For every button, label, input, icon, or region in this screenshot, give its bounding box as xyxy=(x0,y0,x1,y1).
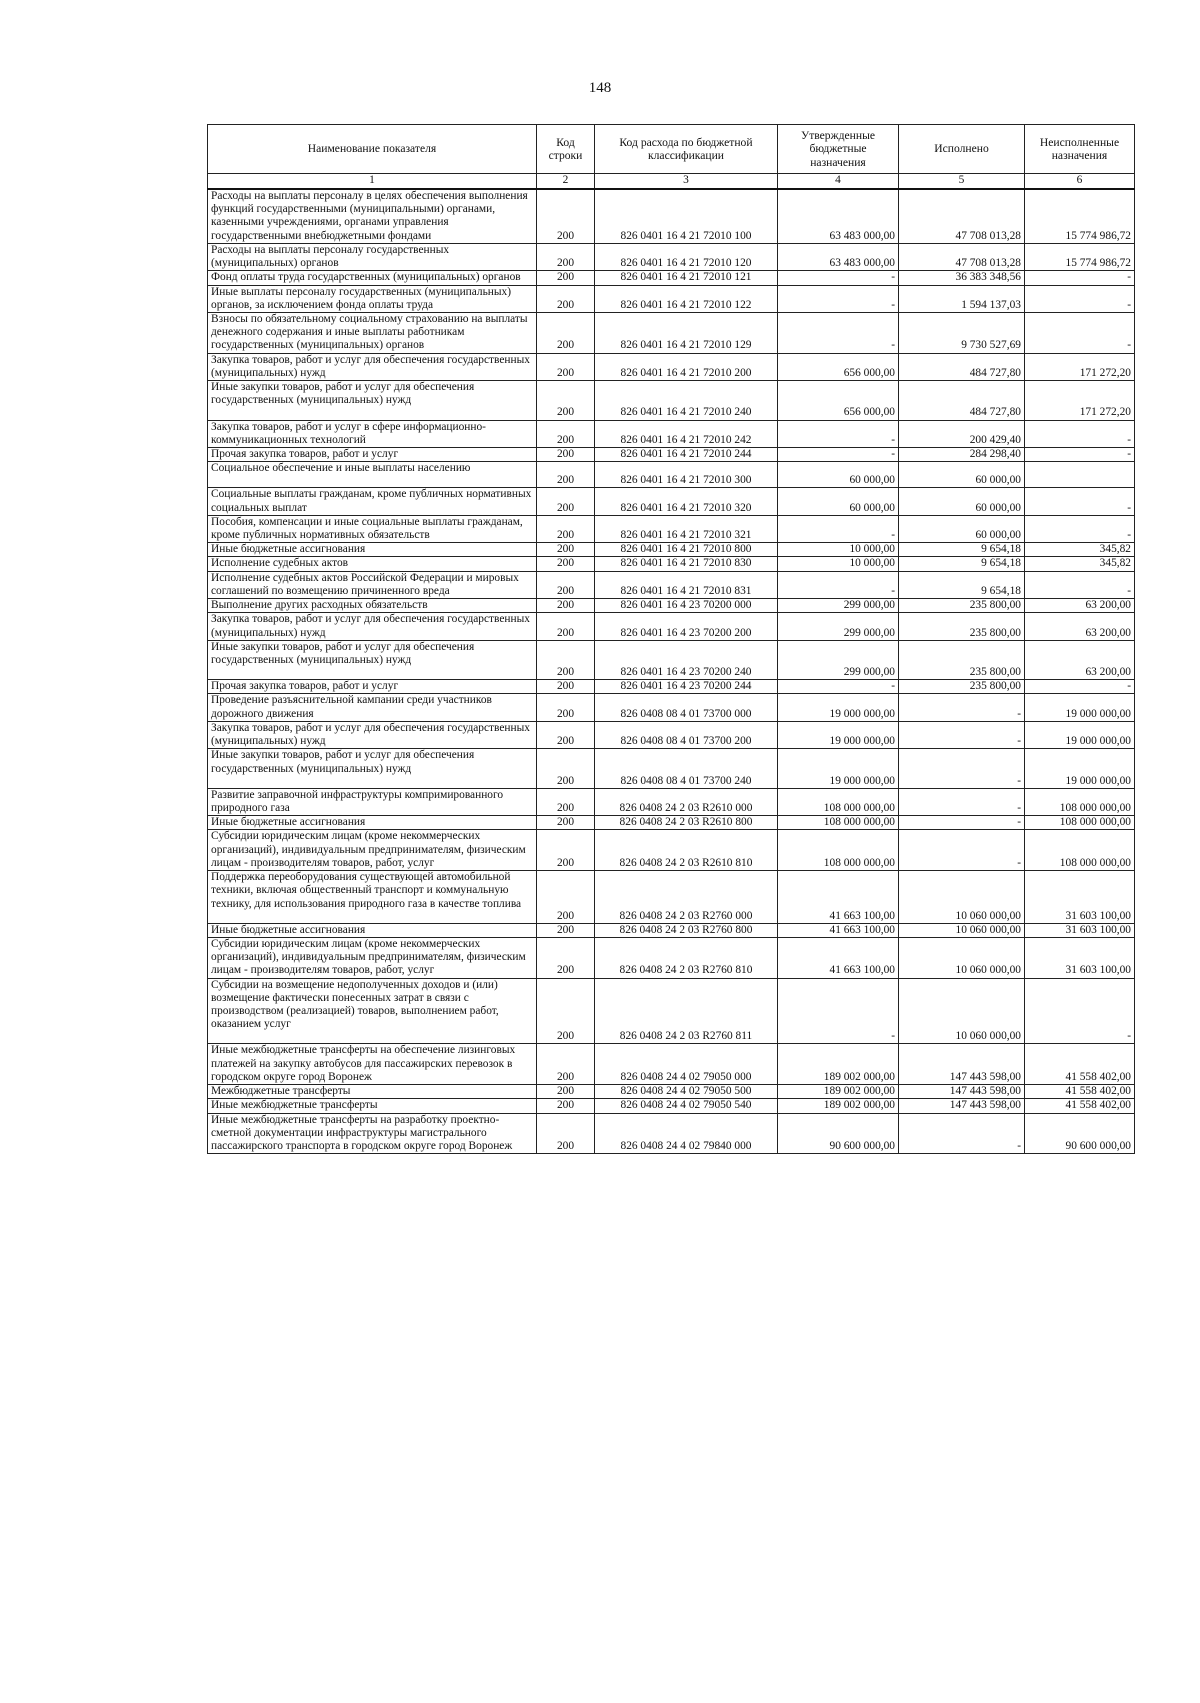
table-row xyxy=(208,816,1135,830)
row-unexecuted-amount: 63 200,00 xyxy=(1025,640,1135,679)
table-body xyxy=(208,189,1135,1154)
row-unexecuted-amount: 15 774 986,72 xyxy=(1025,243,1135,270)
row-approved-amount: 41 663 100,00 xyxy=(778,871,899,924)
row-approved-amount: - xyxy=(778,285,899,312)
row-name: Иные закупки товаров, работ и услуг для обеспечения государственных (муниципальных) нужд xyxy=(208,640,537,679)
row-unexecuted-amount: 345,82 xyxy=(1025,557,1135,571)
row-name: Иные закупки товаров, работ и услуг для обеспечения государственных (муниципальных) нужд xyxy=(208,749,537,788)
row-executed-amount: - xyxy=(899,721,1025,748)
row-budget-code: 826 0401 16 4 21 72010 831 xyxy=(595,571,778,598)
column-number-row xyxy=(208,174,1135,190)
row-name: Прочая закупка товаров, работ и услуг xyxy=(208,680,537,694)
row-line-code: 200 xyxy=(537,680,595,694)
table-row xyxy=(208,243,1135,270)
row-executed-amount: 235 800,00 xyxy=(899,613,1025,640)
row-name: Фонд оплаты труда государственных (муниципальных) органов xyxy=(208,271,537,285)
row-name: Субсидии юридическим лицам (кроме некоммерческих организаций), индивидуальным предпринимателям, физическим лицам - производителям товаров, работ, услуг xyxy=(208,830,537,871)
row-name: Поддержка переоборудования существующей автомобильной техники, включая общественный транспорт и коммунальную технику, для использования природного газа в качестве топлива xyxy=(208,871,537,924)
row-approved-amount: 19 000 000,00 xyxy=(778,694,899,721)
row-approved-amount: - xyxy=(778,447,899,461)
row-executed-amount: 235 800,00 xyxy=(899,680,1025,694)
row-approved-amount: - xyxy=(778,571,899,598)
row-approved-amount: 299 000,00 xyxy=(778,599,899,613)
row-unexecuted-amount: 63 200,00 xyxy=(1025,613,1135,640)
table-row xyxy=(208,515,1135,542)
row-executed-amount: 9 654,18 xyxy=(899,543,1025,557)
row-unexecuted-amount: - xyxy=(1025,447,1135,461)
row-budget-code: 826 0401 16 4 21 72010 100 xyxy=(595,189,778,243)
row-name: Межбюджетные трансферты xyxy=(208,1085,537,1099)
table-row xyxy=(208,599,1135,613)
row-name: Иные бюджетные ассигнования xyxy=(208,923,537,937)
row-budget-code: 826 0401 16 4 21 72010 800 xyxy=(595,543,778,557)
row-name: Развитие заправочной инфраструктуры компримированного природного газа xyxy=(208,788,537,815)
row-unexecuted-amount: - xyxy=(1025,271,1135,285)
column-number: 6 xyxy=(1025,174,1135,190)
row-approved-amount: 108 000 000,00 xyxy=(778,830,899,871)
row-name: Выполнение других расходных обязательств xyxy=(208,599,537,613)
column-number: 3 xyxy=(595,174,778,190)
row-line-code: 200 xyxy=(537,788,595,815)
row-unexecuted-amount: 108 000 000,00 xyxy=(1025,788,1135,815)
row-approved-amount: 108 000 000,00 xyxy=(778,816,899,830)
table-row xyxy=(208,571,1135,598)
row-approved-amount: 656 000,00 xyxy=(778,353,899,380)
row-line-code: 200 xyxy=(537,721,595,748)
row-name: Исполнение судебных актов xyxy=(208,557,537,571)
row-line-code: 200 xyxy=(537,543,595,557)
row-name: Иные межбюджетные трансферты на разработку проектно-сметной документации инфраструктуры магистрального пассажирского транспорта в городском округе город Воронеж xyxy=(208,1113,537,1154)
row-unexecuted-amount: 171 272,20 xyxy=(1025,381,1135,420)
row-budget-code: 826 0401 16 4 21 72010 200 xyxy=(595,353,778,380)
row-executed-amount: - xyxy=(899,788,1025,815)
row-line-code: 200 xyxy=(537,462,595,488)
row-budget-code: 826 0408 24 4 02 79050 500 xyxy=(595,1085,778,1099)
row-budget-code: 826 0401 16 4 23 70200 000 xyxy=(595,599,778,613)
row-executed-amount: 9 654,18 xyxy=(899,571,1025,598)
table-row xyxy=(208,353,1135,380)
row-name: Иные бюджетные ассигнования xyxy=(208,543,537,557)
row-budget-code: 826 0401 16 4 21 72010 320 xyxy=(595,488,778,515)
row-line-code: 200 xyxy=(537,1113,595,1154)
table-row xyxy=(208,640,1135,679)
row-approved-amount: 90 600 000,00 xyxy=(778,1113,899,1154)
row-unexecuted-amount: 19 000 000,00 xyxy=(1025,694,1135,721)
row-line-code: 200 xyxy=(537,312,595,353)
row-unexecuted-amount: 15 774 986,72 xyxy=(1025,189,1135,243)
row-unexecuted-amount: - xyxy=(1025,488,1135,515)
row-line-code: 200 xyxy=(537,285,595,312)
row-name: Иные бюджетные ассигнования xyxy=(208,816,537,830)
budget-execution-table xyxy=(207,124,1135,1154)
row-unexecuted-amount xyxy=(1025,462,1135,488)
table-row xyxy=(208,557,1135,571)
row-budget-code: 826 0408 08 4 01 73700 240 xyxy=(595,749,778,788)
row-unexecuted-amount: 345,82 xyxy=(1025,543,1135,557)
row-budget-code: 826 0401 16 4 21 72010 122 xyxy=(595,285,778,312)
row-executed-amount: - xyxy=(899,816,1025,830)
row-name: Исполнение судебных актов Российской Федерации и мировых соглашений по возмещению причиненного вреда xyxy=(208,571,537,598)
row-name: Иные межбюджетные трансферты xyxy=(208,1099,537,1113)
row-budget-code: 826 0408 24 2 03 R2760 800 xyxy=(595,923,778,937)
row-budget-code: 826 0401 16 4 23 70200 240 xyxy=(595,640,778,679)
table-row xyxy=(208,543,1135,557)
row-line-code: 200 xyxy=(537,1099,595,1113)
row-line-code: 200 xyxy=(537,381,595,420)
row-approved-amount: 19 000 000,00 xyxy=(778,749,899,788)
row-name: Расходы на выплаты персоналу в целях обеспечения выполнения функций государственными (муниципальными) органами, казенными учреждениями, органами управления государственными внебюджетными фондами xyxy=(208,189,537,243)
row-executed-amount: 1 594 137,03 xyxy=(899,285,1025,312)
row-approved-amount: 189 002 000,00 xyxy=(778,1099,899,1113)
page-number: 148 xyxy=(588,80,612,96)
row-executed-amount: 235 800,00 xyxy=(899,640,1025,679)
row-name: Закупка товаров, работ и услуг для обеспечения государственных (муниципальных) нужд xyxy=(208,721,537,748)
row-line-code: 200 xyxy=(537,1085,595,1099)
row-approved-amount: - xyxy=(778,271,899,285)
row-budget-code: 826 0408 24 4 02 79050 540 xyxy=(595,1099,778,1113)
row-line-code: 200 xyxy=(537,189,595,243)
row-budget-code: 826 0401 16 4 21 72010 300 xyxy=(595,462,778,488)
header-row xyxy=(208,125,1135,174)
row-unexecuted-amount: 90 600 000,00 xyxy=(1025,1113,1135,1154)
header-unexecuted: Неисполненные назначения xyxy=(1025,125,1135,174)
row-budget-code: 826 0401 16 4 21 72010 240 xyxy=(595,381,778,420)
row-budget-code: 826 0401 16 4 21 72010 830 xyxy=(595,557,778,571)
row-line-code: 200 xyxy=(537,243,595,270)
row-unexecuted-amount: 41 558 402,00 xyxy=(1025,1085,1135,1099)
table-row xyxy=(208,312,1135,353)
row-budget-code: 826 0401 16 4 21 72010 244 xyxy=(595,447,778,461)
row-executed-amount: 10 060 000,00 xyxy=(899,937,1025,978)
row-line-code: 200 xyxy=(537,871,595,924)
row-executed-amount: 484 727,80 xyxy=(899,381,1025,420)
table-row xyxy=(208,1099,1135,1113)
row-unexecuted-amount: - xyxy=(1025,978,1135,1044)
row-unexecuted-amount: - xyxy=(1025,312,1135,353)
row-executed-amount: 47 708 013,28 xyxy=(899,189,1025,243)
row-approved-amount: 63 483 000,00 xyxy=(778,189,899,243)
row-executed-amount: 47 708 013,28 xyxy=(899,243,1025,270)
row-executed-amount: 200 429,40 xyxy=(899,420,1025,447)
row-name: Субсидии на возмещение недополученных доходов и (или) возмещение фактически понесенных затрат в связи с производством (реализацией) товаров, выполнением работ, оказанием услуг xyxy=(208,978,537,1044)
row-budget-code: 826 0401 16 4 21 72010 121 xyxy=(595,271,778,285)
row-budget-code: 826 0408 24 2 03 R2610 000 xyxy=(595,788,778,815)
table-row xyxy=(208,749,1135,788)
table-row xyxy=(208,420,1135,447)
row-executed-amount: 10 060 000,00 xyxy=(899,923,1025,937)
table-row xyxy=(208,923,1135,937)
row-line-code: 200 xyxy=(537,599,595,613)
row-approved-amount: 10 000,00 xyxy=(778,557,899,571)
row-approved-amount: 60 000,00 xyxy=(778,462,899,488)
row-unexecuted-amount: 108 000 000,00 xyxy=(1025,830,1135,871)
row-name: Иные межбюджетные трансферты на обеспечение лизинговых платежей на закупку автобусов для пассажирских перевозок в городском округе город Воронеж xyxy=(208,1044,537,1085)
row-executed-amount: 9 730 527,69 xyxy=(899,312,1025,353)
header-indicator-name: Наименование показателя xyxy=(208,125,537,174)
row-unexecuted-amount: 41 558 402,00 xyxy=(1025,1044,1135,1085)
table-row xyxy=(208,871,1135,924)
row-executed-amount: 484 727,80 xyxy=(899,353,1025,380)
row-budget-code: 826 0408 24 2 03 R2610 800 xyxy=(595,816,778,830)
column-number: 4 xyxy=(778,174,899,190)
row-line-code: 200 xyxy=(537,613,595,640)
row-executed-amount: - xyxy=(899,830,1025,871)
row-line-code: 200 xyxy=(537,694,595,721)
row-budget-code: 826 0401 16 4 21 72010 321 xyxy=(595,515,778,542)
row-unexecuted-amount: 171 272,20 xyxy=(1025,353,1135,380)
row-approved-amount: 19 000 000,00 xyxy=(778,721,899,748)
row-unexecuted-amount: - xyxy=(1025,285,1135,312)
row-approved-amount: 41 663 100,00 xyxy=(778,923,899,937)
row-name: Социальные выплаты гражданам, кроме публичных нормативных социальных выплат xyxy=(208,488,537,515)
row-name: Расходы на выплаты персоналу государственных (муниципальных) органов xyxy=(208,243,537,270)
row-unexecuted-amount: 19 000 000,00 xyxy=(1025,749,1135,788)
row-name: Субсидии юридическим лицам (кроме некоммерческих организаций), индивидуальным предпринимателям, физическим лицам - производителям товаров, работ, услуг xyxy=(208,937,537,978)
row-line-code: 200 xyxy=(537,515,595,542)
row-budget-code: 826 0401 16 4 21 72010 129 xyxy=(595,312,778,353)
row-approved-amount: 656 000,00 xyxy=(778,381,899,420)
row-approved-amount: - xyxy=(778,420,899,447)
table-row xyxy=(208,285,1135,312)
row-line-code: 200 xyxy=(537,1044,595,1085)
table-row xyxy=(208,271,1135,285)
row-line-code: 200 xyxy=(537,978,595,1044)
row-line-code: 200 xyxy=(537,420,595,447)
row-budget-code: 826 0408 08 4 01 73700 200 xyxy=(595,721,778,748)
row-line-code: 200 xyxy=(537,571,595,598)
row-line-code: 200 xyxy=(537,923,595,937)
row-line-code: 200 xyxy=(537,830,595,871)
row-approved-amount: - xyxy=(778,978,899,1044)
row-approved-amount: 41 663 100,00 xyxy=(778,937,899,978)
row-line-code: 200 xyxy=(537,749,595,788)
row-line-code: 200 xyxy=(537,640,595,679)
table-row xyxy=(208,721,1135,748)
row-executed-amount: 10 060 000,00 xyxy=(899,978,1025,1044)
row-budget-code: 826 0408 08 4 01 73700 000 xyxy=(595,694,778,721)
row-budget-code: 826 0408 24 4 02 79840 000 xyxy=(595,1113,778,1154)
table-row xyxy=(208,978,1135,1044)
table-row xyxy=(208,613,1135,640)
table-row xyxy=(208,830,1135,871)
row-budget-code: 826 0401 16 4 23 70200 200 xyxy=(595,613,778,640)
column-number: 1 xyxy=(208,174,537,190)
row-approved-amount: 189 002 000,00 xyxy=(778,1044,899,1085)
row-executed-amount: 147 443 598,00 xyxy=(899,1044,1025,1085)
row-executed-amount: - xyxy=(899,749,1025,788)
row-unexecuted-amount: - xyxy=(1025,515,1135,542)
row-executed-amount: - xyxy=(899,1113,1025,1154)
row-approved-amount: - xyxy=(778,312,899,353)
column-number: 2 xyxy=(537,174,595,190)
row-executed-amount: 147 443 598,00 xyxy=(899,1085,1025,1099)
row-line-code: 200 xyxy=(537,488,595,515)
row-budget-code: 826 0401 16 4 21 72010 242 xyxy=(595,420,778,447)
row-executed-amount: 10 060 000,00 xyxy=(899,871,1025,924)
row-name: Пособия, компенсации и иные социальные выплаты гражданам, кроме публичных нормативных обязательств xyxy=(208,515,537,542)
row-unexecuted-amount: - xyxy=(1025,680,1135,694)
row-unexecuted-amount: 31 603 100,00 xyxy=(1025,871,1135,924)
row-budget-code: 826 0408 24 2 03 R2760 810 xyxy=(595,937,778,978)
row-executed-amount: 235 800,00 xyxy=(899,599,1025,613)
row-approved-amount: 299 000,00 xyxy=(778,613,899,640)
row-unexecuted-amount: 31 603 100,00 xyxy=(1025,937,1135,978)
row-budget-code: 826 0408 24 2 03 R2760 000 xyxy=(595,871,778,924)
table-row xyxy=(208,462,1135,488)
row-line-code: 200 xyxy=(537,557,595,571)
row-name: Закупка товаров, работ и услуг для обеспечения государственных (муниципальных) нужд xyxy=(208,613,537,640)
table-row xyxy=(208,1085,1135,1099)
header-executed: Исполнено xyxy=(899,125,1025,174)
row-approved-amount: - xyxy=(778,680,899,694)
row-approved-amount: 63 483 000,00 xyxy=(778,243,899,270)
table-row xyxy=(208,680,1135,694)
row-approved-amount: 189 002 000,00 xyxy=(778,1085,899,1099)
table-row xyxy=(208,1044,1135,1085)
row-name: Проведение разъяснительной кампании среди участников дорожного движения xyxy=(208,694,537,721)
table-row xyxy=(208,788,1135,815)
row-unexecuted-amount: 41 558 402,00 xyxy=(1025,1099,1135,1113)
table-row xyxy=(208,447,1135,461)
row-budget-code: 826 0408 24 2 03 R2610 810 xyxy=(595,830,778,871)
row-budget-code: 826 0408 24 4 02 79050 000 xyxy=(595,1044,778,1085)
row-name: Иные выплаты персоналу государственных (муниципальных) органов, за исключением фонда оплаты труда xyxy=(208,285,537,312)
row-budget-code: 826 0401 16 4 23 70200 244 xyxy=(595,680,778,694)
row-unexecuted-amount: 108 000 000,00 xyxy=(1025,816,1135,830)
row-unexecuted-amount: - xyxy=(1025,571,1135,598)
table-row xyxy=(208,1113,1135,1154)
row-executed-amount: 60 000,00 xyxy=(899,515,1025,542)
row-name: Закупка товаров, работ и услуг для обеспечения государственных (муниципальных) нужд xyxy=(208,353,537,380)
row-executed-amount: 60 000,00 xyxy=(899,462,1025,488)
table-row xyxy=(208,189,1135,243)
row-name: Прочая закупка товаров, работ и услуг xyxy=(208,447,537,461)
row-line-code: 200 xyxy=(537,271,595,285)
row-budget-code: 826 0408 24 2 03 R2760 811 xyxy=(595,978,778,1044)
row-approved-amount: 299 000,00 xyxy=(778,640,899,679)
row-budget-code: 826 0401 16 4 21 72010 120 xyxy=(595,243,778,270)
table-row xyxy=(208,937,1135,978)
row-line-code: 200 xyxy=(537,353,595,380)
row-approved-amount: 10 000,00 xyxy=(778,543,899,557)
row-executed-amount: - xyxy=(899,694,1025,721)
row-approved-amount: - xyxy=(778,515,899,542)
header-budget-code: Код расхода по бюджетной классификации xyxy=(595,125,778,174)
row-name: Социальное обеспечение и иные выплаты населению xyxy=(208,462,537,488)
header-line-code: Код строки xyxy=(537,125,595,174)
row-unexecuted-amount: - xyxy=(1025,420,1135,447)
row-approved-amount: 108 000 000,00 xyxy=(778,788,899,815)
row-executed-amount: 284 298,40 xyxy=(899,447,1025,461)
row-unexecuted-amount: 63 200,00 xyxy=(1025,599,1135,613)
row-line-code: 200 xyxy=(537,816,595,830)
row-executed-amount: 36 383 348,56 xyxy=(899,271,1025,285)
row-executed-amount: 9 654,18 xyxy=(899,557,1025,571)
table-row xyxy=(208,488,1135,515)
row-unexecuted-amount: 31 603 100,00 xyxy=(1025,923,1135,937)
row-line-code: 200 xyxy=(537,447,595,461)
row-executed-amount: 147 443 598,00 xyxy=(899,1099,1025,1113)
row-name: Взносы по обязательному социальному страхованию на выплаты денежного содержания и иные выплаты работникам государственных (муниципальных) органов xyxy=(208,312,537,353)
row-executed-amount: 60 000,00 xyxy=(899,488,1025,515)
row-name: Закупка товаров, работ и услуг в сфере информационно-коммуникационных технологий xyxy=(208,420,537,447)
table-row xyxy=(208,381,1135,420)
row-line-code: 200 xyxy=(537,937,595,978)
row-approved-amount: 60 000,00 xyxy=(778,488,899,515)
row-name: Иные закупки товаров, работ и услуг для обеспечения государственных (муниципальных) нужд xyxy=(208,381,537,420)
table-row xyxy=(208,694,1135,721)
row-unexecuted-amount: 19 000 000,00 xyxy=(1025,721,1135,748)
header-approved: Утвержденные бюджетные назначения xyxy=(778,125,899,174)
column-number: 5 xyxy=(899,174,1025,190)
